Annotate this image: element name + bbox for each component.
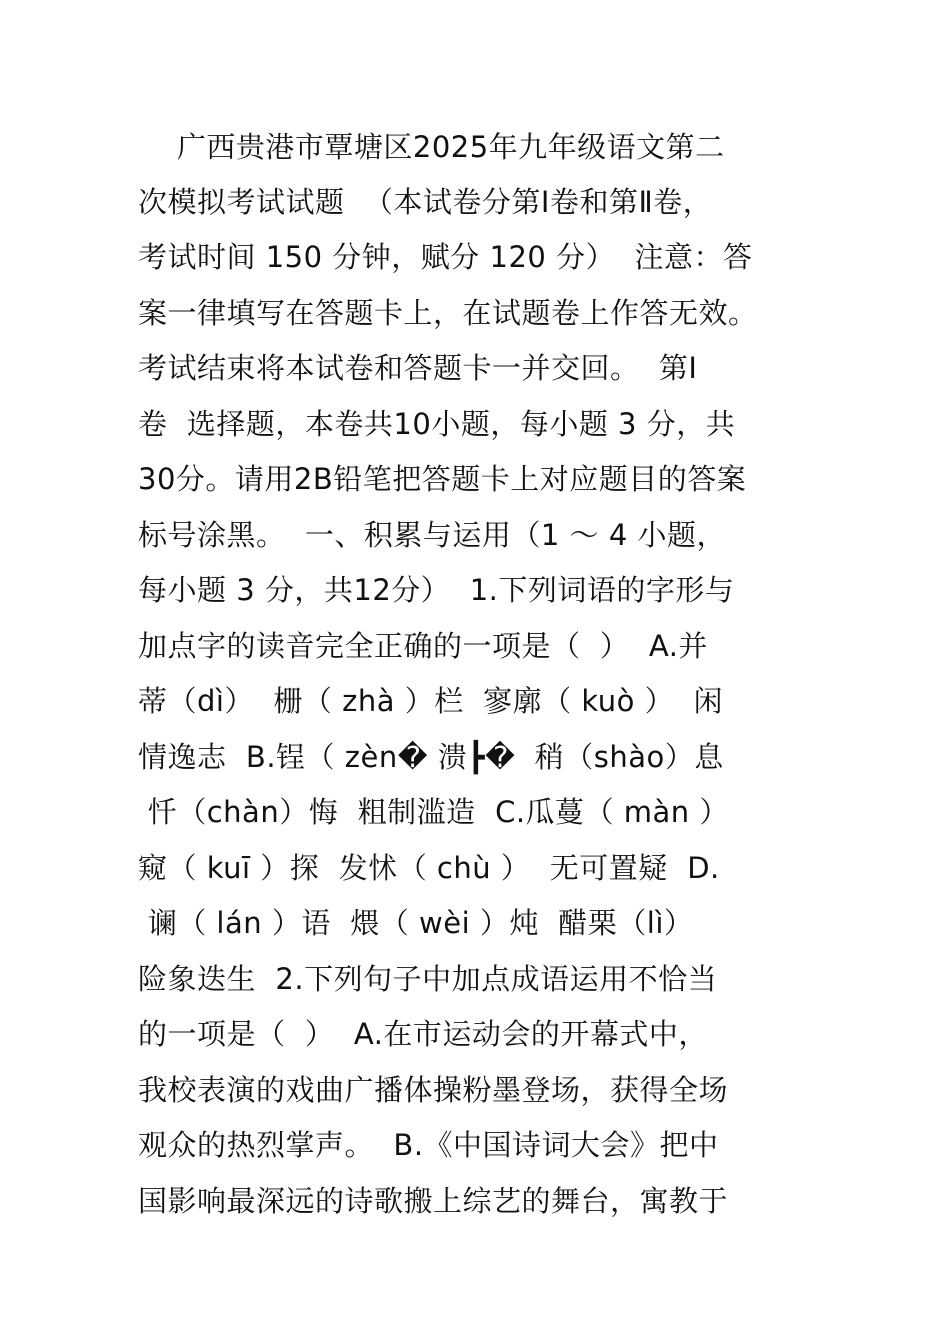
- text-line: 次模拟考试试题 （本试卷分第Ⅰ卷和第Ⅱ卷，: [138, 185, 713, 219]
- text-line: 案一律填写在答题卡上，在试题卷上作答无效。: [138, 296, 758, 330]
- text-line: 情逸志 B.锃（ zèn� 溃┣� 稍（shào）息: [138, 740, 724, 774]
- text-line: 30分。请用2B铅笔把答题卡上对应题目的答案: [138, 462, 747, 496]
- text-line: 观众的热烈掌声。 B.《中国诗词大会》把中: [138, 1128, 719, 1162]
- text-line: 窥（ kuī ）探 发怵（ chù ） 无可置疑 D.: [138, 851, 720, 885]
- text-line: 加点字的读音完全正确的一项是（ ） A.并: [138, 629, 708, 663]
- text-line: 国影响最深远的诗歌搬上综艺的舞台，寓教于: [138, 1184, 729, 1218]
- text-line: 的一项是（ ） A.在市运动会的开幕式中，: [138, 1017, 708, 1051]
- text-line: 谰（ lán ）语 煨（ wèi ）炖 醋栗（lì）: [138, 906, 694, 940]
- text-line: 每小题 3 分，共12分） 1.下列词语的字形与: [138, 573, 735, 607]
- text-line: 标号涂黑。 一、积累与运用（1 ～ 4 小题，: [138, 518, 726, 552]
- text-line: 我校表演的戏曲广播体操粉墨登场，获得全场: [138, 1073, 729, 1107]
- text-line: 卷 选择题，本卷共10小题，每小题 3 分，共: [138, 407, 736, 441]
- text-line: 蒂（dì） 栅（ zhà ）栏 寥廓（ kuò ） 闲: [138, 684, 724, 718]
- text-line: 忏（chàn）悔 粗制滥造 C.瓜蔓（ màn ）: [138, 795, 729, 829]
- text-line: 险象迭生 2.下列句子中加点成语运用不恰当: [138, 962, 718, 996]
- text-line: 考试结束将本试卷和答题卡一并交回。 第Ⅰ: [138, 351, 698, 385]
- text-line: 广西贵港市覃塘区2025年九年级语文第二: [138, 130, 725, 164]
- text-line: 考试时间 150 分钟，赋分 120 分） 注意：答: [138, 240, 753, 274]
